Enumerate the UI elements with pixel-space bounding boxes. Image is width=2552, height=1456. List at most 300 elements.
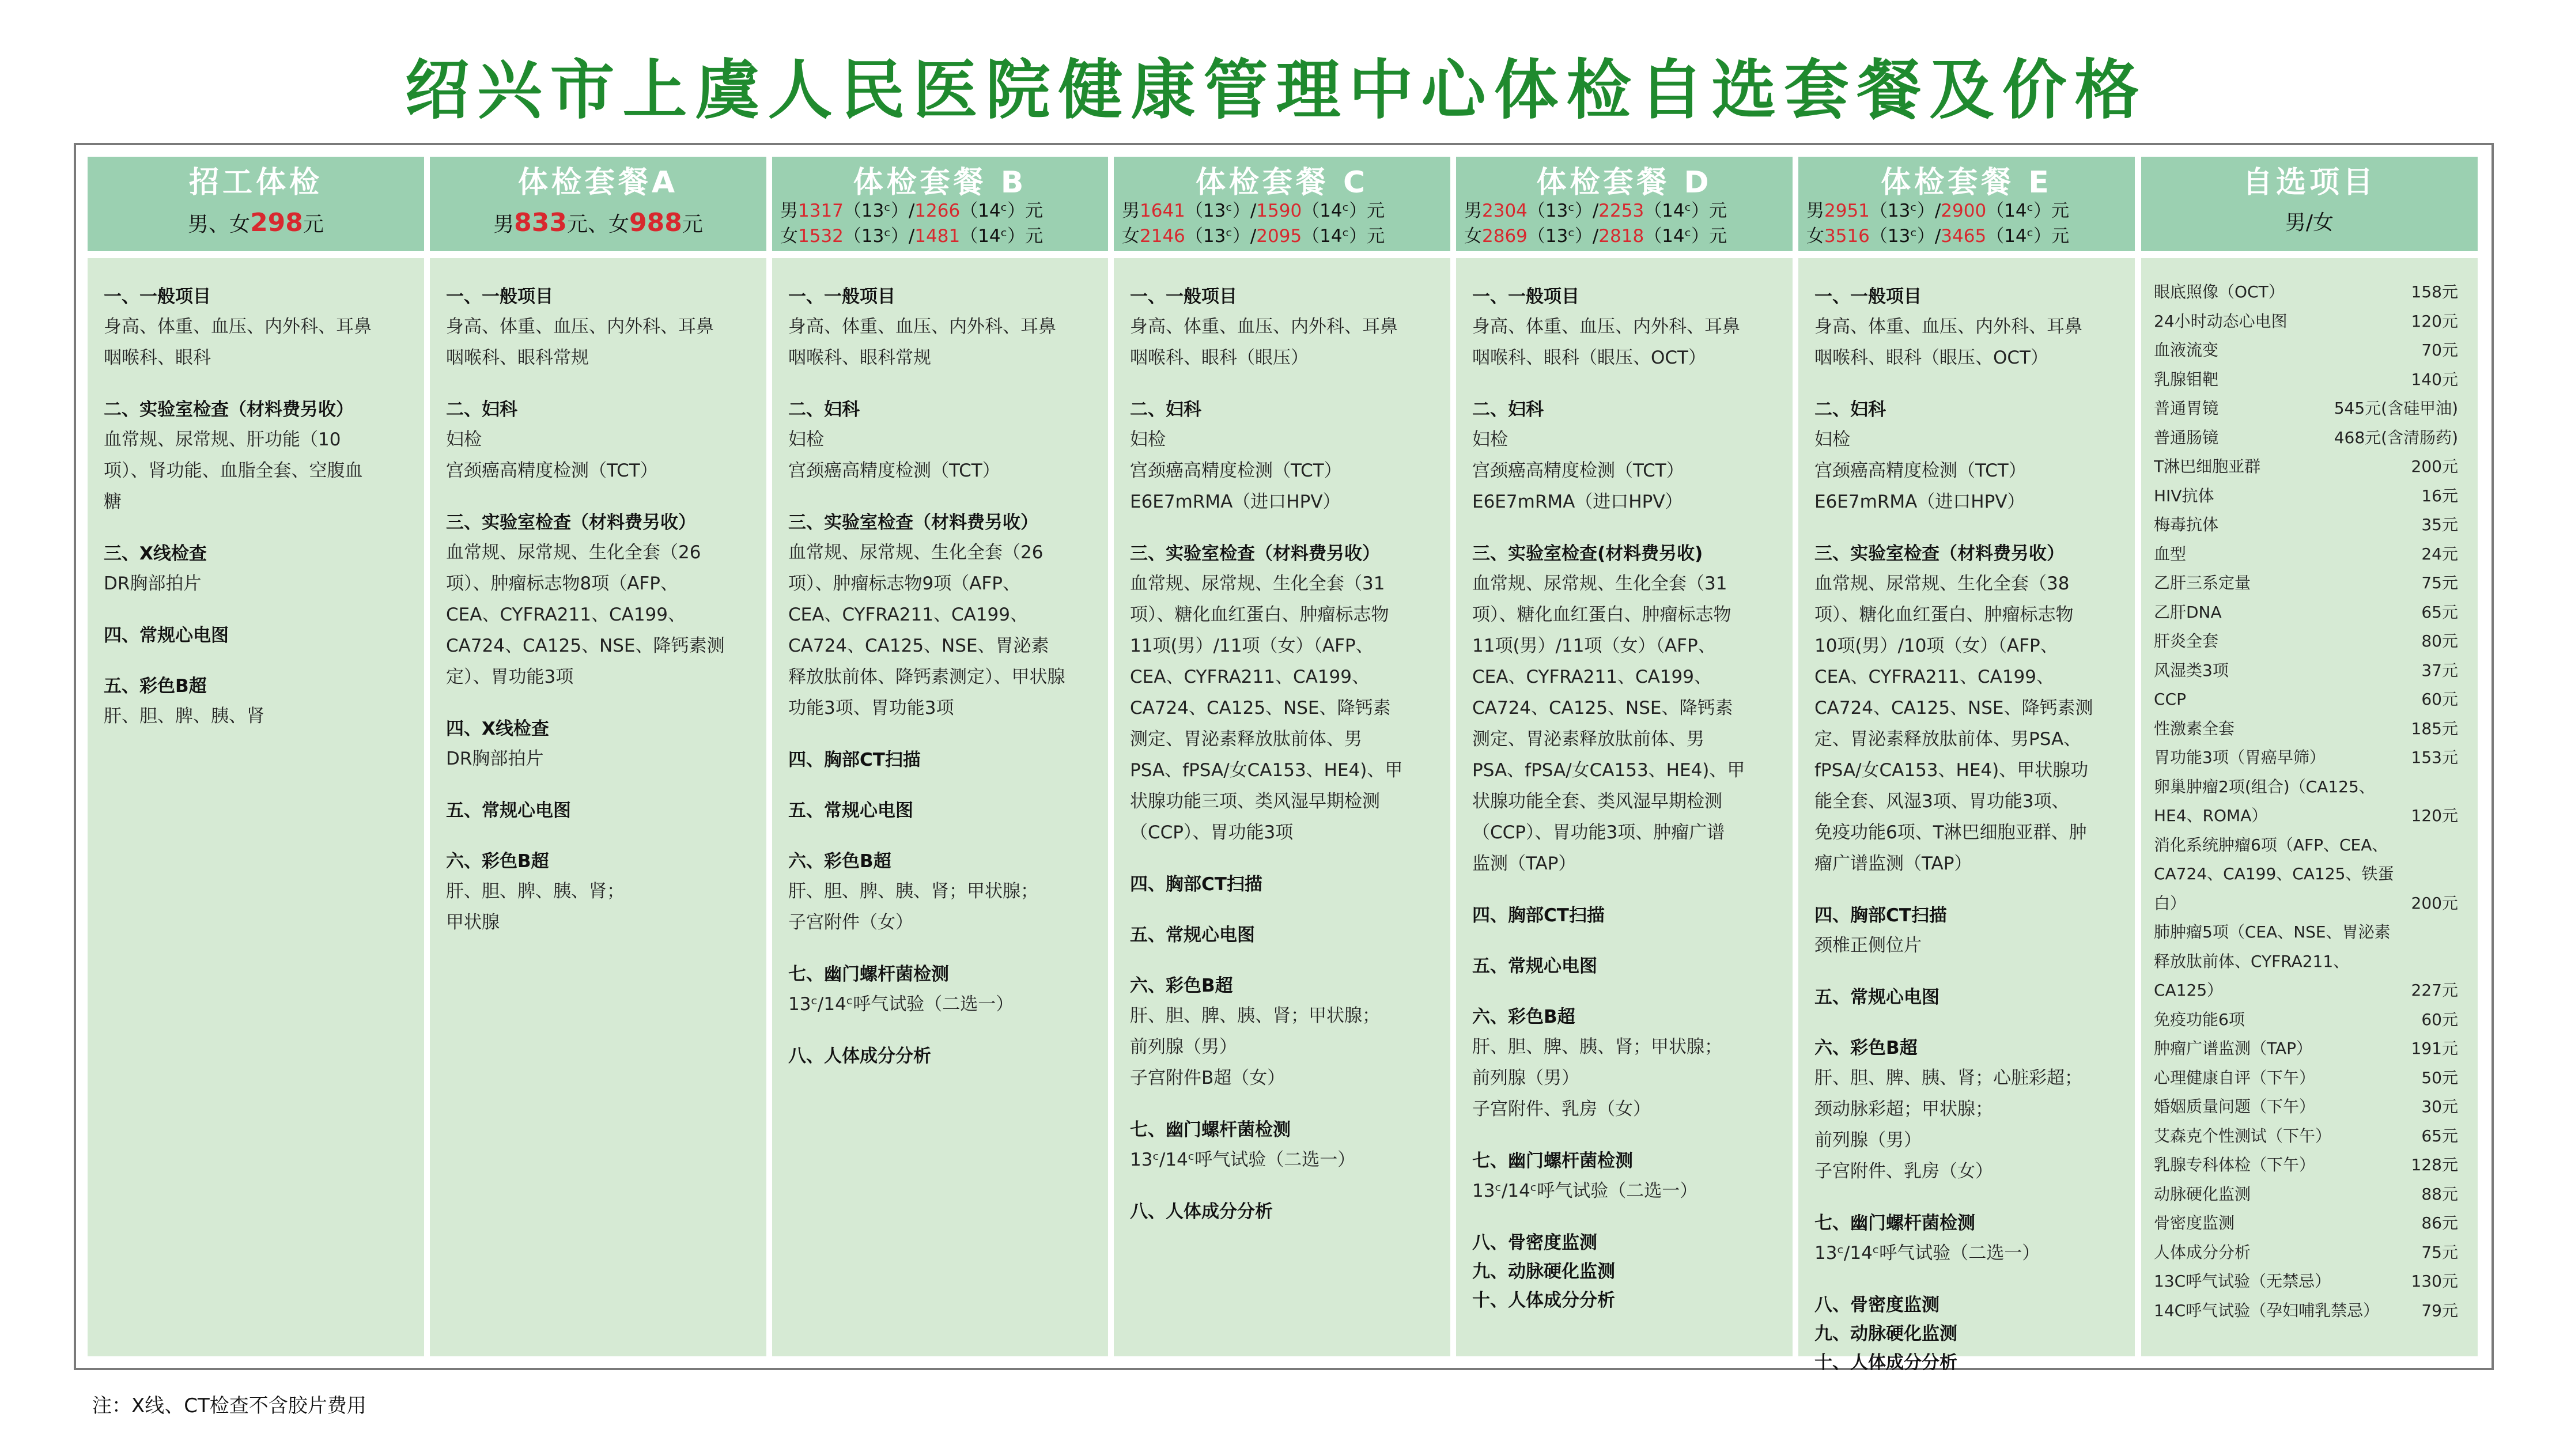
price-part: （14ᶜ）元 xyxy=(960,201,1044,221)
section-heading: 五、常规心电图 xyxy=(788,800,913,821)
section-heading: 六、彩色B超 xyxy=(1472,1007,1575,1027)
item-name: 梅毒抗体 xyxy=(2154,515,2219,534)
male-price-row xyxy=(780,199,1043,222)
item-name: CCP xyxy=(2154,690,2186,709)
optional-item xyxy=(2154,1034,2458,1064)
price-part: （13ᶜ）/ xyxy=(1527,201,1599,221)
item-name: HE4、ROMA） xyxy=(2154,806,2268,825)
section-heading: 六、彩色B超 xyxy=(446,851,549,872)
package-name: 体检套餐 E xyxy=(1881,165,2052,200)
male-price-row xyxy=(1122,199,1385,222)
package-section xyxy=(1130,1197,1438,1226)
price-part: 2818 xyxy=(1598,226,1644,247)
optional-item xyxy=(2154,278,2458,307)
package-column xyxy=(772,157,1108,1356)
section-content: 身高、体重、血压、内外科、耳鼻 咽喉科、眼科（眼压、OCT） xyxy=(1814,316,2082,368)
package-section xyxy=(1130,870,1438,899)
section-heading: 七、幽门螺杆菌检测 xyxy=(788,964,949,985)
price-part: 1266 xyxy=(914,201,961,221)
item-name: CA125） xyxy=(2154,981,2224,1000)
section-content: 肝、胆、脾、胰、肾；甲状腺； 前列腺（男） 子宫附件、乳房（女） xyxy=(1472,1037,1722,1120)
item-name: 骨密度监测 xyxy=(2154,1213,2235,1232)
optional-column xyxy=(2141,157,2478,1356)
item-name: 普通肠镜 xyxy=(2154,428,2219,447)
section-content: 13ᶜ/14ᶜ呼气试验（二选一） xyxy=(1814,1243,2040,1264)
price-part: 2095 xyxy=(1256,226,1302,247)
section-heading: 四、胸部CT扫描 xyxy=(788,750,921,770)
package-name: 体检套餐A xyxy=(517,165,679,200)
section-heading: 八、人体成分分析 xyxy=(788,1046,931,1067)
item-name: 动脉硬化监测 xyxy=(2154,1184,2251,1204)
package-header xyxy=(1456,157,1793,251)
section-content: 身高、体重、血压、内外科、耳鼻 咽喉科、眼科常规 xyxy=(788,316,1056,368)
item-name: 乙肝DNA xyxy=(2154,602,2222,622)
optional-item xyxy=(2154,773,2458,802)
price-part: 元 xyxy=(682,213,703,236)
section-heading: 一、一般项目 xyxy=(1130,286,1237,307)
price-part: 男 xyxy=(1122,201,1140,221)
package-section xyxy=(1472,282,1780,373)
optional-item xyxy=(2154,656,2458,686)
package-header xyxy=(1114,157,1450,251)
price-part: 女 xyxy=(1806,226,1824,247)
section-heading: 二、妇科 xyxy=(1814,399,1886,420)
price-part: 988 xyxy=(629,208,682,237)
section-content: 颈椎正侧位片 xyxy=(1814,935,1922,956)
price-part: （13ᶜ）/ xyxy=(843,226,915,247)
item-price: 75元 xyxy=(2421,573,2458,592)
section-heading: 六、彩色B超 xyxy=(788,851,891,872)
optional-item xyxy=(2154,860,2458,889)
price-part: 男 xyxy=(1806,201,1824,221)
package-name: 体检套餐 C xyxy=(1195,165,1369,200)
section-content: 肝、胆、脾、胰、肾 xyxy=(104,706,264,727)
item-price: 70元 xyxy=(2421,341,2458,360)
section-heading: 八、骨密度监测 九、动脉硬化监测 十、人体成分分析 xyxy=(1472,1232,1615,1311)
section-content: 13ᶜ/14ᶜ呼气试验（二选一） xyxy=(1472,1181,1698,1201)
optional-item xyxy=(2154,1005,2458,1035)
price-part: 298 xyxy=(250,208,303,237)
price-part: （13ᶜ）/ xyxy=(1869,226,1941,247)
price-part: 女 xyxy=(1464,226,1482,247)
package-section xyxy=(1814,395,2122,517)
section-content: 妇检 宫颈癌高精度检测（TCT） E6E7mRMA（进口HPV） xyxy=(1472,429,1684,512)
item-price: 86元 xyxy=(2421,1213,2458,1232)
package-header xyxy=(430,157,766,251)
section-content: 妇检 宫颈癌高精度检测（TCT） E6E7mRMA（进口HPV） xyxy=(1130,429,1342,512)
section-heading: 三、实验室检查（材料费另收） xyxy=(446,512,696,533)
price-part: （13ᶜ）/ xyxy=(1527,226,1599,247)
package-section xyxy=(1814,1034,2122,1187)
item-name: 肝炎全套 xyxy=(2154,631,2219,651)
item-name: 13C呼气试验（无禁忌） xyxy=(2154,1272,2331,1291)
section-heading: 三、实验室检查（材料费另收） xyxy=(788,512,1038,533)
price-part: 833 xyxy=(514,208,567,237)
package-section xyxy=(104,539,411,599)
package-price xyxy=(430,210,766,238)
package-header xyxy=(772,157,1108,251)
optional-body xyxy=(2141,258,2478,1356)
optional-item xyxy=(2154,423,2458,453)
price-part: 2900 xyxy=(1941,201,1987,221)
item-price: 24元 xyxy=(2421,544,2458,564)
price-part: 男 xyxy=(780,201,798,221)
price-part: 男 xyxy=(1464,201,1482,221)
package-section xyxy=(788,796,1095,825)
package-price xyxy=(88,210,424,238)
optional-item xyxy=(2154,627,2458,656)
package-section xyxy=(1472,952,1780,981)
section-content: 肝、胆、脾、胰、肾；甲状腺； 前列腺（男） 子宫附件B超（女） xyxy=(1130,1005,1380,1088)
section-heading: 七、幽门螺杆菌检测 xyxy=(1814,1213,1975,1234)
male-price-row xyxy=(1806,199,2069,222)
price-part: （14ᶜ）元 xyxy=(960,226,1044,247)
optional-item xyxy=(2154,1064,2458,1093)
female-price-row xyxy=(1806,225,2069,248)
optional-item xyxy=(2154,947,2458,977)
item-price: 60元 xyxy=(2421,690,2458,709)
package-body xyxy=(1456,258,1793,1356)
item-name: 胃功能3项（胃癌早筛） xyxy=(2154,748,2326,767)
package-section xyxy=(788,282,1095,373)
item-price: 50元 xyxy=(2421,1068,2458,1087)
price-part: （13ᶜ）/ xyxy=(1185,201,1257,221)
item-name: 乳腺专科体检（下午） xyxy=(2154,1155,2316,1174)
section-content: 身高、体重、血压、内外科、耳鼻 咽喉科、眼科 xyxy=(104,316,372,368)
price-part: 男、女 xyxy=(188,213,251,236)
package-section xyxy=(446,796,754,825)
section-heading: 五、彩色B超 xyxy=(104,676,207,697)
package-column xyxy=(430,157,766,1356)
price-part: （14ᶜ）元 xyxy=(1644,201,1727,221)
package-section xyxy=(1814,983,2122,1012)
item-price: 185元 xyxy=(2411,718,2458,738)
section-heading: 五、常规心电图 xyxy=(1472,956,1597,977)
optional-item xyxy=(2154,1209,2458,1238)
section-heading: 三、实验室检查（材料费另收） xyxy=(1130,543,1380,564)
optional-name: 自选项目 xyxy=(2242,165,2376,200)
price-part: （14ᶜ）元 xyxy=(1986,226,2070,247)
optional-item xyxy=(2154,831,2458,860)
section-content: DR胸部拍片 xyxy=(446,748,544,769)
price-part: （14ᶜ）元 xyxy=(1644,226,1727,247)
optional-item xyxy=(2154,394,2458,423)
price-part: 女 xyxy=(780,226,798,247)
price-part: 男 xyxy=(493,213,515,236)
optional-item xyxy=(2154,452,2458,482)
price-part: （14ᶜ）元 xyxy=(1302,226,1385,247)
item-name: T淋巴细胞亚群 xyxy=(2154,457,2261,476)
optional-item xyxy=(2154,685,2458,714)
item-price: 128元 xyxy=(2411,1155,2458,1174)
optional-header xyxy=(2141,157,2478,251)
package-section xyxy=(1472,901,1780,930)
price-part: 2869 xyxy=(1482,226,1528,247)
optional-item xyxy=(2154,510,2458,540)
item-name: CA724、CA199、CA125、铁蛋 xyxy=(2154,864,2394,883)
item-name: HIV抗体 xyxy=(2154,486,2214,505)
price-part: 2146 xyxy=(1140,226,1185,247)
item-name: 艾森克个性测试（下午） xyxy=(2154,1126,2332,1145)
package-section xyxy=(1814,901,2122,961)
price-part: 元 xyxy=(303,213,324,236)
package-section xyxy=(1130,971,1438,1094)
section-content: 血常规、尿常规、生化全套（38 项）、糖化血红蛋白、肿瘤标志物 10项(男）/10项（女）（AFP、 CEA、CYFRA211、CA199、 CA724、CA125、NSE、降钙素测 定、胃泌素释放肽前体、男PSA、 fPSA/女CA153、HE4)、甲状腺功 能全套、风湿3项、胃功能3项、 免疫功能6项、T淋巴细胞亚群、肿 瘤广谱监测（TAP） xyxy=(1814,573,2093,874)
optional-subtitle: 男/女 xyxy=(2285,211,2334,235)
price-part: 女 xyxy=(1122,226,1140,247)
package-section xyxy=(788,746,1095,774)
item-price: 16元 xyxy=(2421,486,2458,505)
item-price: 191元 xyxy=(2411,1039,2458,1058)
package-header xyxy=(88,157,424,251)
item-name: 普通胃镜 xyxy=(2154,399,2219,418)
package-section xyxy=(104,672,411,732)
package-section xyxy=(1130,539,1438,848)
section-heading: 二、妇科 xyxy=(788,399,860,420)
package-section xyxy=(788,847,1095,938)
item-price: 120元 xyxy=(2411,311,2458,331)
section-heading: 三、实验室检查(材料费另收) xyxy=(1472,543,1703,564)
item-name: 肿瘤广谱监测（TAP） xyxy=(2154,1039,2312,1058)
package-section xyxy=(1814,282,2122,373)
package-section xyxy=(446,282,754,373)
package-section xyxy=(1472,1228,1780,1315)
section-heading: 三、实验室检查（材料费另收） xyxy=(1814,543,2065,564)
section-heading: 二、实验室检查（材料费另收） xyxy=(104,399,354,420)
package-section xyxy=(788,395,1095,486)
item-price: 60元 xyxy=(2421,1009,2458,1029)
optional-item xyxy=(2154,598,2458,627)
section-heading: 四、胸部CT扫描 xyxy=(1130,874,1262,895)
optional-item xyxy=(2154,1296,2458,1326)
optional-item xyxy=(2154,1267,2458,1296)
female-price-row xyxy=(1122,225,1385,248)
section-heading: 四、胸部CT扫描 xyxy=(1814,905,1947,926)
section-content: DR胸部拍片 xyxy=(104,573,202,594)
item-price: 200元 xyxy=(2411,893,2458,913)
item-price: 30元 xyxy=(2421,1097,2458,1116)
section-content: 身高、体重、血压、内外科、耳鼻 咽喉科、眼科（眼压、OCT） xyxy=(1472,316,1740,368)
optional-item xyxy=(2154,1122,2458,1151)
section-content: 身高、体重、血压、内外科、耳鼻 咽喉科、眼科（眼压） xyxy=(1130,316,1398,368)
item-price: 88元 xyxy=(2421,1184,2458,1204)
optional-item xyxy=(2154,918,2458,947)
item-price: 140元 xyxy=(2411,369,2458,389)
section-content: 血常规、尿常规、生化全套（26 项）、肿瘤标志物9项（AFP、 CEA、CYFRA211、CA199、 CA724、CA125、NSE、胃泌素 释放肽前体、降钙素测定）、甲状腺 功能3项、胃功能3项 xyxy=(788,542,1065,718)
optional-item xyxy=(2154,889,2458,918)
item-name: 乳腺钼靶 xyxy=(2154,369,2219,389)
package-column xyxy=(1798,157,2135,1373)
price-part: （13ᶜ）/ xyxy=(843,201,915,221)
item-price: 545元(含硅甲油) xyxy=(2334,399,2458,418)
package-section xyxy=(1472,1003,1780,1125)
package-section xyxy=(1472,539,1780,879)
section-heading: 三、X线检查 xyxy=(104,543,207,564)
page-title: 绍兴市上虞人民医院健康管理中心体检自选套餐及价格 xyxy=(404,53,2148,128)
item-price: 468元(含清肠药) xyxy=(2334,428,2458,447)
package-section xyxy=(1472,1147,1780,1207)
price-part: 3516 xyxy=(1824,226,1870,247)
section-content: 妇检 宫颈癌高精度检测（TCT） E6E7mRMA（进口HPV） xyxy=(1814,429,2027,512)
item-name: 风湿类3项 xyxy=(2154,660,2229,680)
item-price: 35元 xyxy=(2421,515,2458,534)
section-heading: 二、妇科 xyxy=(446,399,517,420)
section-heading: 一、一般项目 xyxy=(1472,286,1579,307)
section-heading: 四、常规心电图 xyxy=(104,625,229,646)
section-heading: 四、胸部CT扫描 xyxy=(1472,905,1605,926)
price-part: （14ᶜ）元 xyxy=(1986,201,2070,221)
footnote: 注：X线、CT检查不含胶片费用 xyxy=(92,1394,366,1417)
package-section xyxy=(446,395,754,486)
package-name: 招工体检 xyxy=(188,165,323,200)
section-content: 血常规、尿常规、生化全套（31 项）、糖化血红蛋白、肿瘤标志物 11项(男）/11项（女）（AFP、 CEA、CYFRA211、CA199、 CA724、CA125、NSE、降钙素 测定、胃泌素释放肽前体、男 PSA、fPSA/女CA153、HE4)、甲 状腺功能三项、类风湿早期检测 （CCP）、胃功能3项 xyxy=(1130,573,1403,843)
package-column xyxy=(88,157,424,1356)
optional-item xyxy=(2154,307,2458,336)
optional-item xyxy=(2154,743,2458,773)
package-section xyxy=(1814,1209,2122,1269)
section-heading: 一、一般项目 xyxy=(104,286,211,307)
item-price: 79元 xyxy=(2421,1300,2458,1320)
optional-item xyxy=(2154,801,2458,831)
package-section xyxy=(1130,395,1438,517)
section-heading: 七、幽门螺杆菌检测 xyxy=(1472,1151,1633,1171)
item-price: 65元 xyxy=(2421,1126,2458,1145)
package-column xyxy=(1114,157,1450,1356)
item-price: 80元 xyxy=(2421,631,2458,651)
optional-item xyxy=(2154,569,2458,598)
package-section xyxy=(446,508,754,693)
item-price: 130元 xyxy=(2411,1272,2458,1291)
price-part: 2253 xyxy=(1598,201,1644,221)
package-section xyxy=(1130,282,1438,373)
section-heading: 八、人体成分分析 xyxy=(1130,1201,1273,1222)
item-name: 婚姻质量问题（下午） xyxy=(2154,1097,2316,1116)
package-section xyxy=(446,714,754,774)
item-name: 白） xyxy=(2154,893,2187,913)
package-section xyxy=(1814,539,2122,879)
section-content: 肝、胆、脾、胰、肾；心脏彩超； 颈动脉彩超；甲状腺； 前列腺（男） 子宫附件、乳房（女） xyxy=(1814,1068,2082,1182)
package-section xyxy=(1130,1115,1438,1175)
item-name: 心理健康自评（下午） xyxy=(2154,1068,2316,1087)
price-part: （14ᶜ）元 xyxy=(1302,201,1385,221)
package-section xyxy=(446,847,754,938)
price-part: 元、女 xyxy=(566,213,629,236)
price-part: 1317 xyxy=(798,201,844,221)
item-name: 免疫功能6项 xyxy=(2154,1009,2245,1029)
item-name: 眼底照像（OCT） xyxy=(2154,282,2285,301)
item-price: 75元 xyxy=(2421,1242,2458,1262)
item-price: 227元 xyxy=(2411,981,2458,1000)
section-heading: 一、一般项目 xyxy=(446,286,553,307)
package-section xyxy=(1814,1291,2122,1377)
section-heading: 五、常规心电图 xyxy=(446,800,571,821)
section-content: 血常规、尿常规、生化全套（26 项）、肿瘤标志物8项（AFP、 CEA、CYFRA211、CA199、 CA724、CA125、NSE、降钙素测 定）、胃功能3项 xyxy=(446,542,725,687)
package-body xyxy=(88,258,424,1356)
package-section xyxy=(1130,921,1438,950)
optional-item xyxy=(2154,336,2458,365)
optional-item xyxy=(2154,1238,2458,1268)
package-section xyxy=(788,1042,1095,1071)
package-section xyxy=(788,960,1095,1020)
section-content: 妇检 宫颈癌高精度检测（TCT） xyxy=(788,429,1000,481)
package-section xyxy=(104,621,411,650)
optional-item xyxy=(2154,1092,2458,1122)
section-heading: 四、X线检查 xyxy=(446,718,549,739)
price-part: 1590 xyxy=(1256,201,1302,221)
section-heading: 六、彩色B超 xyxy=(1130,975,1233,996)
section-content: 身高、体重、血压、内外科、耳鼻 咽喉科、眼科常规 xyxy=(446,316,714,368)
section-heading: 七、幽门螺杆菌检测 xyxy=(1130,1120,1291,1140)
item-name: 人体成分分析 xyxy=(2154,1242,2251,1262)
item-price: 37元 xyxy=(2421,660,2458,680)
price-part: 1532 xyxy=(798,226,844,247)
package-column xyxy=(1456,157,1793,1356)
package-section xyxy=(788,508,1095,724)
item-price: 120元 xyxy=(2411,806,2458,825)
section-content: 13ᶜ/14ᶜ呼气试验（二选一） xyxy=(1130,1149,1356,1170)
item-name: 消化系统肿瘤6项（AFP、CEA、 xyxy=(2154,835,2388,854)
section-heading: 二、妇科 xyxy=(1130,399,1201,420)
package-body xyxy=(1798,258,2135,1373)
item-name: 14C呼气试验（孕妇哺乳禁忌） xyxy=(2154,1300,2380,1320)
package-name: 体检套餐 B xyxy=(853,165,1027,200)
section-content: 肝、胆、脾、胰、肾；甲状腺； 子宫附件（女） xyxy=(788,881,1038,933)
optional-item xyxy=(2154,482,2458,511)
item-name: 24小时动态心电图 xyxy=(2154,311,2288,331)
section-heading: 一、一般项目 xyxy=(1814,286,1922,307)
item-name: 血液流变 xyxy=(2154,341,2219,360)
price-part: 1481 xyxy=(914,226,961,247)
section-heading: 五、常规心电图 xyxy=(1814,987,1939,1008)
optional-item xyxy=(2154,1180,2458,1209)
package-section xyxy=(104,282,411,373)
package-header xyxy=(1798,157,2135,251)
price-part: 2304 xyxy=(1482,201,1528,221)
item-name: 乙肝三系定量 xyxy=(2154,573,2251,592)
item-price: 158元 xyxy=(2411,282,2458,301)
item-name: 性激素全套 xyxy=(2154,718,2235,738)
package-body xyxy=(430,258,766,1356)
male-price-row xyxy=(1464,199,1727,222)
section-content: 妇检 宫颈癌高精度检测（TCT） xyxy=(446,429,658,481)
item-name: 释放肽前体、CYFRA211、 xyxy=(2154,951,2350,971)
section-content: 血常规、尿常规、肝功能（10 项）、肾功能、血脂全套、空腹血 糖 xyxy=(104,429,363,512)
optional-item xyxy=(2154,1151,2458,1180)
item-name: 血型 xyxy=(2154,544,2187,564)
package-body xyxy=(772,258,1108,1356)
item-name: 肺肿瘤5项（CEA、NSE、胃泌素 xyxy=(2154,922,2391,941)
optional-item xyxy=(2154,540,2458,569)
price-part: 3465 xyxy=(1941,226,1987,247)
price-part: 1641 xyxy=(1140,201,1185,221)
optional-item xyxy=(2154,976,2458,1005)
item-price: 65元 xyxy=(2421,602,2458,622)
section-content: 血常规、尿常规、生化全套（31 项）、糖化血红蛋白、肿瘤标志物 11项(男）/11项（女）（AFP、 CEA、CYFRA211、CA199、 CA724、CA125、NSE、降钙素 测定、胃泌素释放肽前体、男 PSA、fPSA/女CA153、HE4)、甲 状腺功能全套、类风湿早期检测 （CCP）、胃功能3项、肿瘤广谱 监测（TAP） xyxy=(1472,573,1745,874)
section-content: 13ᶜ/14ᶜ呼气试验（二选一） xyxy=(788,994,1014,1015)
price-part: （13ᶜ）/ xyxy=(1869,201,1941,221)
price-part: 2951 xyxy=(1824,201,1870,221)
package-section xyxy=(104,395,411,517)
section-heading: 二、妇科 xyxy=(1472,399,1544,420)
package-name: 体检套餐 D xyxy=(1536,165,1712,200)
price-part: （13ᶜ）/ xyxy=(1185,226,1257,247)
section-heading: 八、骨密度监测 九、动脉硬化监测 十、人体成分分析 xyxy=(1814,1295,1957,1373)
package-body xyxy=(1114,258,1450,1356)
female-price-row xyxy=(1464,225,1727,248)
item-name: 卵巢肿瘤2项(组合)（CA125、 xyxy=(2154,777,2375,796)
package-section xyxy=(1472,395,1780,517)
item-price: 153元 xyxy=(2411,748,2458,767)
